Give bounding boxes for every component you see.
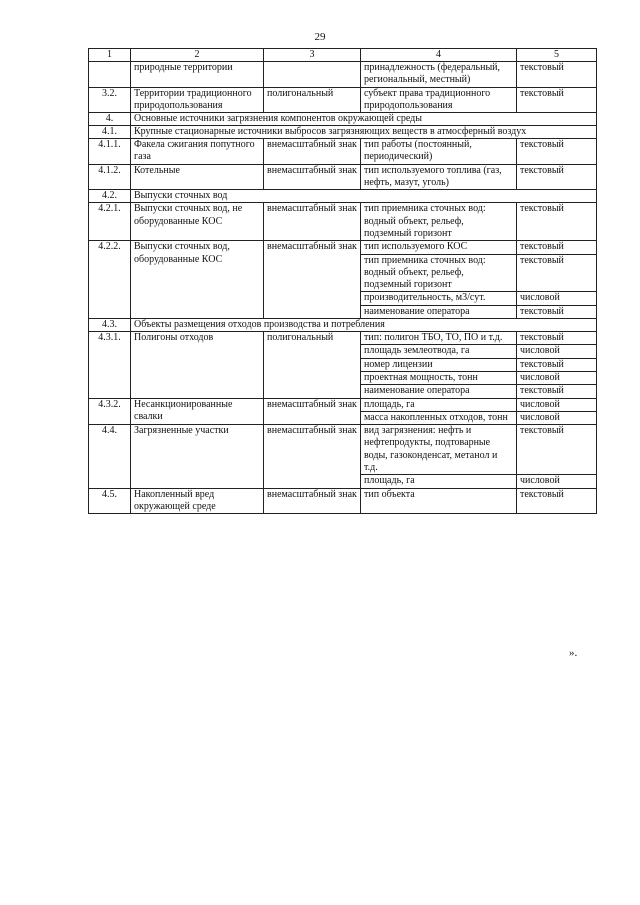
geometry-type-cell: внемасштабный знак bbox=[264, 425, 361, 488]
table-row bbox=[89, 62, 597, 88]
closing-mark: ». bbox=[569, 647, 578, 659]
header-cell: 2 bbox=[131, 49, 264, 62]
attribute-cell: тип объекта bbox=[361, 488, 517, 514]
item-number-cell: 4.3.1. bbox=[89, 332, 131, 398]
object-name-cell: Факела сжигания попутного газа bbox=[131, 139, 264, 165]
section-title-cell: Объекты размещения отходов производства и потребления bbox=[131, 319, 597, 332]
registry-table bbox=[88, 48, 597, 514]
attribute-cell: проектная мощность, тонн bbox=[361, 371, 517, 384]
table-row bbox=[89, 87, 597, 113]
attribute-cell: наименование оператора bbox=[361, 305, 517, 318]
data-type-cell: текстовый bbox=[517, 87, 597, 113]
data-type-cell: числовой bbox=[517, 411, 597, 424]
data-type-cell: текстовый bbox=[517, 164, 597, 190]
table-row bbox=[89, 332, 597, 345]
header-cell: 1 bbox=[89, 49, 131, 62]
geometry-type-cell: внемасштабный знак bbox=[264, 241, 361, 319]
table-row bbox=[89, 241, 597, 254]
object-name-cell: Выпуски сточных вод, оборудованные КОС bbox=[131, 241, 264, 319]
attribute-cell: производительность, м3/сут. bbox=[361, 292, 517, 305]
item-number-cell: 4. bbox=[89, 113, 131, 126]
attribute-cell: тип используемого топлива (газ, нефть, мазут, уголь) bbox=[361, 164, 517, 190]
attribute-cell: вид загрязнения: нефть и нефтепродукты, подтоварные воды, газоконденсат, метанол и т.д. bbox=[361, 425, 517, 475]
geometry-type-cell: полигональный bbox=[264, 87, 361, 113]
data-type-cell: текстовый bbox=[517, 254, 597, 292]
attribute-cell: тип: полигон ТБО, ТО, ПО и т.д. bbox=[361, 332, 517, 345]
table-row bbox=[89, 398, 597, 411]
attribute-cell: наименование оператора bbox=[361, 385, 517, 398]
section-row bbox=[89, 190, 597, 203]
data-type-cell: текстовый bbox=[517, 139, 597, 165]
attribute-cell: площадь, га bbox=[361, 475, 517, 488]
attribute-cell: площадь, га bbox=[361, 398, 517, 411]
geometry-type-cell: внемасштабный знак bbox=[264, 488, 361, 514]
data-type-cell: текстовый bbox=[517, 62, 597, 88]
object-name-cell: Территории традиционного природопользования bbox=[131, 87, 264, 113]
item-number-cell: 4.2. bbox=[89, 190, 131, 203]
object-name-cell: Котельные bbox=[131, 164, 264, 190]
item-number-cell: 3.2. bbox=[89, 87, 131, 113]
geometry-type-cell: внемасштабный знак bbox=[264, 164, 361, 190]
header-cell: 5 bbox=[517, 49, 597, 62]
table-row bbox=[89, 203, 597, 241]
object-name-cell: Загрязненные участки bbox=[131, 425, 264, 488]
data-type-cell: текстовый bbox=[517, 241, 597, 254]
page-number: 29 bbox=[314, 31, 326, 43]
data-type-cell: текстовый bbox=[517, 305, 597, 318]
item-number-cell: 4.2.1. bbox=[89, 203, 131, 241]
section-title-cell: Крупные стационарные источники выбросов загрязняющих веществ в атмосферный воздух bbox=[131, 126, 597, 139]
table-row bbox=[89, 139, 597, 165]
section-row bbox=[89, 126, 597, 139]
data-type-cell: числовой bbox=[517, 371, 597, 384]
attribute-cell: тип приемника сточных вод: водный объект, рельеф, подземный горизонт bbox=[361, 254, 517, 292]
data-type-cell: текстовый bbox=[517, 385, 597, 398]
geometry-type-cell bbox=[264, 62, 361, 88]
data-type-cell: текстовый bbox=[517, 203, 597, 241]
attribute-cell: тип приемника сточных вод: водный объект, рельеф, подземный горизонт bbox=[361, 203, 517, 241]
data-type-cell: текстовый bbox=[517, 488, 597, 514]
item-number-cell: 4.1.2. bbox=[89, 164, 131, 190]
data-type-cell: текстовый bbox=[517, 358, 597, 371]
table-row bbox=[89, 164, 597, 190]
item-number-cell: 4.5. bbox=[89, 488, 131, 514]
data-type-cell: текстовый bbox=[517, 332, 597, 345]
attribute-cell: масса накопленных отходов, тонн bbox=[361, 411, 517, 424]
item-number-cell: 4.3.2. bbox=[89, 398, 131, 425]
item-number-cell: 4.1.1. bbox=[89, 139, 131, 165]
geometry-type-cell: полигональный bbox=[264, 332, 361, 398]
attribute-cell: номер лицензии bbox=[361, 358, 517, 371]
object-name-cell: Несанкционированные свалки bbox=[131, 398, 264, 425]
object-name-cell: Накопленный вред окружающей среде bbox=[131, 488, 264, 514]
header-row bbox=[89, 49, 597, 62]
data-type-cell: числовой bbox=[517, 475, 597, 488]
header-cell: 4 bbox=[361, 49, 517, 62]
data-type-cell: числовой bbox=[517, 292, 597, 305]
item-number-cell: 4.4. bbox=[89, 425, 131, 488]
section-row bbox=[89, 319, 597, 332]
item-number-cell: 4.1. bbox=[89, 126, 131, 139]
table-row bbox=[89, 488, 597, 514]
data-type-cell: числовой bbox=[517, 398, 597, 411]
data-type-cell: текстовый bbox=[517, 425, 597, 475]
section-title-cell: Выпуски сточных вод bbox=[131, 190, 597, 203]
geometry-type-cell: внемасштабный знак bbox=[264, 139, 361, 165]
attribute-cell: принадлежность (федеральный, региональный, местный) bbox=[361, 62, 517, 88]
item-number-cell: 4.3. bbox=[89, 319, 131, 332]
geometry-type-cell: внемасштабный знак bbox=[264, 203, 361, 241]
section-title-cell: Основные источники загрязнения компонентов окружающей среды bbox=[131, 113, 597, 126]
object-name-cell: Выпуски сточных вод, не оборудованные КОС bbox=[131, 203, 264, 241]
header-cell: 3 bbox=[264, 49, 361, 62]
attribute-cell: тип работы (постоянный, периодический) bbox=[361, 139, 517, 165]
data-type-cell: числовой bbox=[517, 345, 597, 358]
table-row bbox=[89, 425, 597, 475]
item-number-cell: 4.2.2. bbox=[89, 241, 131, 319]
object-name-cell: Полигоны отходов bbox=[131, 332, 264, 398]
attribute-cell: субъект права традиционного природопользования bbox=[361, 87, 517, 113]
object-name-cell: природные территории bbox=[131, 62, 264, 88]
attribute-cell: тип используемого КОС bbox=[361, 241, 517, 254]
geometry-type-cell: внемасштабный знак bbox=[264, 398, 361, 425]
section-row bbox=[89, 113, 597, 126]
attribute-cell: площадь землеотвода, га bbox=[361, 345, 517, 358]
item-number-cell bbox=[89, 62, 131, 88]
